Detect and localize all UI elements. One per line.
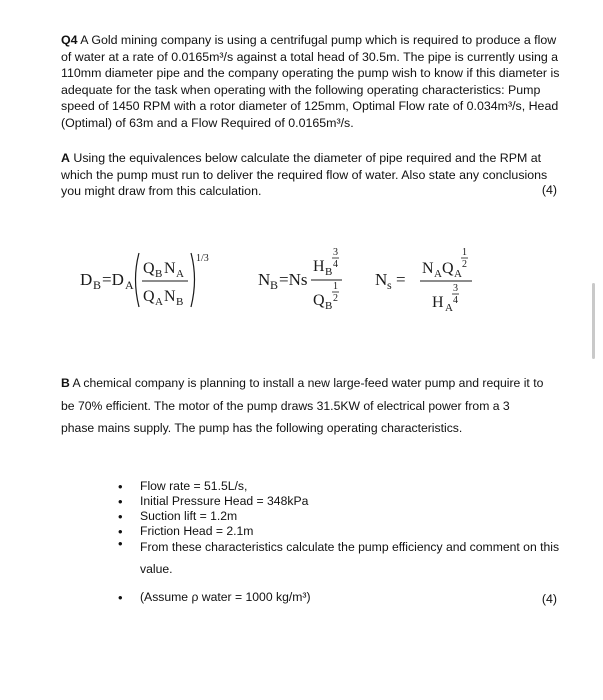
f2-den-q: Q: [313, 292, 325, 309]
f1-num-q: Q: [143, 260, 155, 277]
f3-den-exp-n: 3: [453, 283, 458, 294]
f1-num-sub1: B: [155, 268, 163, 280]
f1-right-paren: [191, 253, 195, 307]
f3-eq: =: [396, 270, 406, 289]
part-a-marks: (4): [541, 183, 557, 197]
f2-num-exp-n: 3: [333, 247, 338, 258]
bullet-icon: •: [118, 524, 123, 539]
f2-den-sub: B: [325, 300, 333, 312]
f2-eq: =Ns: [279, 270, 308, 289]
formula-diameter: [80, 253, 209, 308]
question-label: Q4: [61, 33, 78, 47]
list-item: [118, 479, 568, 494]
list-item-text: (Assume ρ water = 1000 kg/m³): [140, 590, 311, 604]
list-item-text: Suction lift = 1.2m: [140, 509, 238, 523]
formula-block: [80, 233, 500, 323]
bullet-icon: •: [118, 479, 123, 494]
list-item: [118, 536, 568, 580]
list-item-text: Friction Head = 2.1m: [140, 524, 254, 538]
list-item-text: Initial Pressure Head = 348kPa: [140, 494, 309, 508]
f3-num-sub1: A: [434, 268, 442, 280]
f3-den-h: H: [432, 294, 444, 311]
part-a-label: A: [61, 151, 70, 165]
list-item: [118, 590, 568, 605]
f2-lhs-sub: B: [270, 278, 279, 292]
characteristics-list: [118, 479, 568, 605]
f3-num-exp-n: 1: [462, 247, 467, 258]
f3-num-exp-d: 2: [462, 259, 467, 270]
f1-num-n: N: [164, 260, 176, 277]
f3-num-q: Q: [442, 260, 454, 277]
f3-den-sub: A: [445, 302, 453, 314]
list-item-text: Flow rate = 51.5L/s,: [140, 479, 248, 493]
part-b-marks: (4): [541, 592, 557, 606]
f2-num-h: H: [313, 258, 325, 275]
f1-exponent: 1/3: [196, 253, 209, 264]
scrollbar[interactable]: [592, 283, 595, 359]
f1-den-sub2: B: [176, 296, 184, 308]
f3-lhs-sub: s: [387, 278, 392, 292]
f1-den-sub1: A: [155, 296, 163, 308]
f1-eq-sub: A: [125, 278, 134, 292]
list-item-text: From these characteristics calculate the pump efficiency and comment on this value.: [140, 540, 560, 576]
formula-specific-speed: [375, 247, 472, 314]
bullet-icon: •: [118, 590, 123, 605]
f3-num-sub2: A: [454, 268, 462, 280]
bullet-icon: •: [118, 494, 123, 509]
question-q4: [61, 32, 561, 132]
formula-speed: [258, 247, 342, 312]
bullet-icon: •: [118, 536, 123, 551]
part-a: [61, 150, 561, 200]
f2-num-sub: B: [325, 266, 333, 278]
list-item: [118, 509, 568, 524]
f1-left-paren: [136, 253, 140, 307]
part-b-text: A chemical company is planning to install a new large-feed water pump and require it to be 70% efficient. The motor of the pump draws 31.5KW of electrical power from a 3 phase mains supply. The pump has the following operating characteristics.: [61, 376, 544, 436]
question-text: A Gold mining company is using a centrifugal pump which is required to produce a flow of water at a rate of 0.0165m³/s against a total head of 30.5m. The pipe is currently using a 110mm diameter pipe and the company operating the pump wish to know if this diameter is adequate for the task when operating with the following operating characteristics: Pump speed of 1450 RPM with a rotor diameter of 125mm, Optimal Flow rate of 0.034m³/s, Head (Optimal) of 63m and a Flow Required of 0.0165m³/s.: [61, 33, 560, 130]
list-item: [118, 494, 568, 509]
f1-lhs-sub: B: [93, 278, 102, 292]
f2-den-exp-n: 1: [333, 281, 338, 292]
f1-den-n: N: [164, 288, 176, 305]
part-a-text: Using the equivalences below calculate the diameter of pipe required and the RPM at which the pump must run to deliver the required flow of water. Also state any conclusions you might draw from this calculation.: [61, 151, 548, 199]
bullet-icon: •: [118, 509, 123, 524]
f3-num-n: N: [422, 260, 434, 277]
f1-den-q: Q: [143, 288, 155, 305]
f1-num-sub2: A: [176, 268, 184, 280]
f2-num-exp-d: 4: [333, 259, 338, 270]
part-b: [61, 372, 546, 440]
part-b-label: B: [61, 376, 70, 390]
f1-lhs: D: [80, 270, 93, 289]
f2-lhs: N: [258, 270, 271, 289]
f3-den-exp-d: 4: [453, 295, 458, 306]
f2-den-exp-d: 2: [333, 293, 338, 304]
f3-lhs: N: [375, 270, 388, 289]
f1-eq: =D: [102, 270, 124, 289]
